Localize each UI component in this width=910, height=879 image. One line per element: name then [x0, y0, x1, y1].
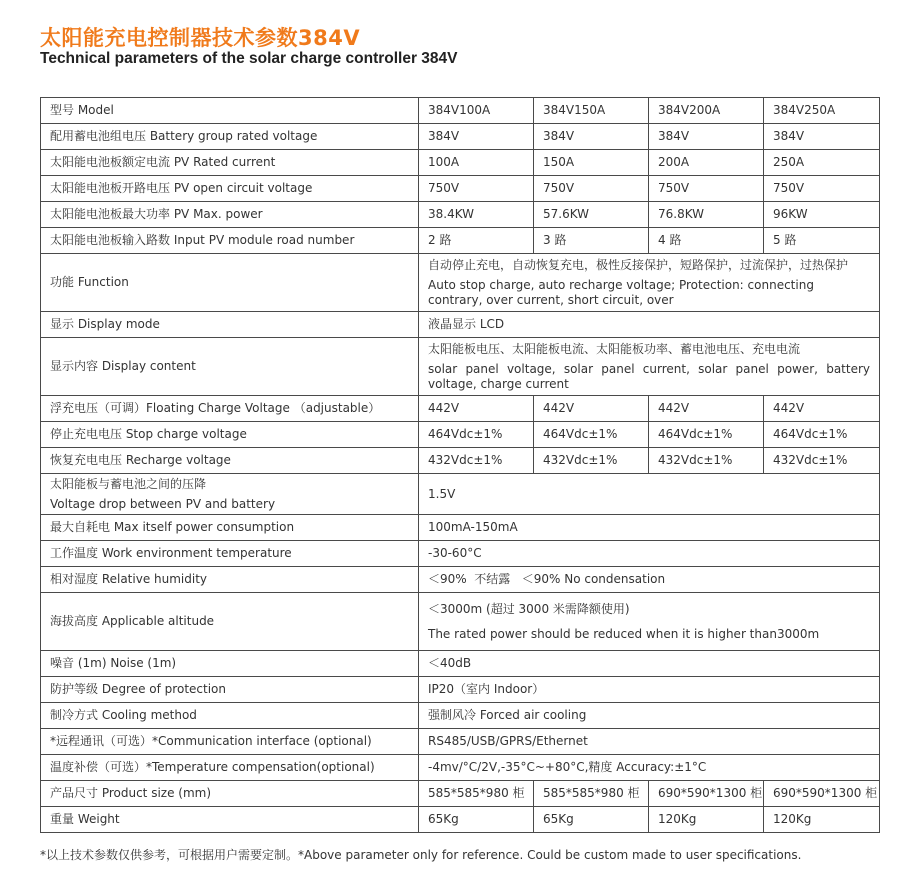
cell: 250A	[764, 150, 880, 176]
table-row	[41, 124, 880, 150]
cell: 384V	[419, 124, 534, 150]
footnote: *以上技术参数仅供参考，可根据用户需要定制。*Above parameter only for reference. Could be custom made to user specifications.	[40, 848, 802, 862]
cell: 120Kg	[649, 807, 764, 833]
table-row	[41, 396, 880, 422]
cell: 464Vdc±1%	[649, 422, 764, 448]
table-row	[41, 677, 880, 703]
row-label: *远程通讯（可选）*Communication interface (optional)	[41, 729, 419, 755]
row-label: 噪音 (1m) Noise (1m)	[41, 651, 419, 677]
cell-zh: 太阳能板电压、太阳能板电流、太阳能板功率、蓄电池电压、充电电流	[428, 341, 801, 356]
row-label: 停止充电电压 Stop charge voltage	[41, 422, 419, 448]
table-row	[41, 254, 880, 312]
cell: 432Vdc±1%	[649, 448, 764, 474]
row-label: 工作温度 Work environment temperature	[41, 541, 419, 567]
cell: 442V	[764, 396, 880, 422]
table-row	[41, 338, 880, 396]
cell: 690*590*1300 柜	[764, 781, 880, 807]
table-row	[41, 807, 880, 833]
cell	[419, 593, 880, 651]
cell: 液晶显示 LCD	[419, 312, 880, 338]
cell: 464Vdc±1%	[419, 422, 534, 448]
page-title-zh: 太阳能充电控制器技术参数384V	[40, 26, 361, 50]
row-label: 功能 Function	[41, 254, 419, 312]
cell: 384V250A	[764, 98, 880, 124]
cell: 442V	[419, 396, 534, 422]
row-label: 最大自耗电 Max itself power consumption	[41, 515, 419, 541]
cell: IP20（室内 Indoor）	[419, 677, 880, 703]
table-row	[41, 515, 880, 541]
cell: 585*585*980 柜	[534, 781, 649, 807]
row-label: 重量 Weight	[41, 807, 419, 833]
cell: 384V150A	[534, 98, 649, 124]
cell: 432Vdc±1%	[419, 448, 534, 474]
table-row	[41, 729, 880, 755]
table-row	[41, 448, 880, 474]
cell: 150A	[534, 150, 649, 176]
table-row	[41, 593, 880, 651]
row-label: 浮充电压（可调）Floating Charge Voltage （adjustable）	[41, 396, 419, 422]
cell: 442V	[534, 396, 649, 422]
row-label: 海拔高度 Applicable altitude	[41, 593, 419, 651]
row-label: 太阳能电池板最大功率 PV Max. power	[41, 202, 419, 228]
cell: 120Kg	[764, 807, 880, 833]
cell: 65Kg	[419, 807, 534, 833]
cell: 100A	[419, 150, 534, 176]
page-title-en: Technical parameters of the solar charge controller 384V	[40, 50, 458, 67]
cell: 3 路	[534, 228, 649, 254]
cell: 384V100A	[419, 98, 534, 124]
table-row	[41, 474, 880, 515]
cell: 96KW	[764, 202, 880, 228]
cell: 750V	[419, 176, 534, 202]
cell: 57.6KW	[534, 202, 649, 228]
row-label: 产品尺寸 Product size (mm)	[41, 781, 419, 807]
table-row	[41, 228, 880, 254]
row-label-zh: 太阳能板与蓄电池之间的压降	[50, 477, 207, 491]
cell: 750V	[534, 176, 649, 202]
table-row	[41, 202, 880, 228]
row-label: 显示 Display mode	[41, 312, 419, 338]
cell: 750V	[649, 176, 764, 202]
row-label: 制冷方式 Cooling method	[41, 703, 419, 729]
cell-zh: ＜3000m (超过 3000 米需降额使用)	[428, 601, 630, 616]
cell: 464Vdc±1%	[534, 422, 649, 448]
cell: 1.5V	[419, 474, 880, 515]
row-label-en: Voltage drop between PV and battery	[50, 497, 276, 511]
cell: 100mA-150mA	[419, 515, 880, 541]
table-row	[41, 567, 880, 593]
cell: 384V	[534, 124, 649, 150]
row-label: 温度补偿（可选）*Temperature compensation(optional)	[41, 755, 419, 781]
table-row	[41, 703, 880, 729]
row-label: 太阳能电池板额定电流 PV Rated current	[41, 150, 419, 176]
table-row	[41, 150, 880, 176]
cell: ＜40dB	[419, 651, 880, 677]
cell: 384V	[649, 124, 764, 150]
cell: RS485/USB/GPRS/Ethernet	[419, 729, 880, 755]
cell: -4mv/°C/2V,-35°C~+80°C,精度 Accuracy:±1°C	[419, 755, 880, 781]
cell-zh: 自动停止充电，自动恢复充电，极性反接保护，短路保护，过流保护，过热保护	[428, 257, 849, 272]
row-label: 太阳能电池板输入路数 Input PV module road number	[41, 228, 419, 254]
row-label: 显示内容 Display content	[41, 338, 419, 396]
table-row	[41, 422, 880, 448]
cell	[419, 254, 880, 312]
cell: 200A	[649, 150, 764, 176]
cell: 690*590*1300 柜	[649, 781, 764, 807]
table-row	[41, 781, 880, 807]
cell: 432Vdc±1%	[764, 448, 880, 474]
cell: -30-60°C	[419, 541, 880, 567]
cell: 585*585*980 柜	[419, 781, 534, 807]
row-label: 相对湿度 Relative humidity	[41, 567, 419, 593]
cell-en: Auto stop charge, auto recharge voltage; Protection: connecting contrary, over current, short circuit, over	[428, 277, 814, 307]
cell: 65Kg	[534, 807, 649, 833]
cell: 464Vdc±1%	[764, 422, 880, 448]
cell	[419, 338, 880, 396]
cell: 384V200A	[649, 98, 764, 124]
row-label: 型号 Model	[41, 98, 419, 124]
table-row	[41, 651, 880, 677]
cell: 5 路	[764, 228, 880, 254]
cell: 384V	[764, 124, 880, 150]
table-row	[41, 312, 880, 338]
table-row	[41, 176, 880, 202]
table-row	[41, 98, 880, 124]
row-label: 太阳能电池板开路电压 PV open circuit voltage	[41, 176, 419, 202]
cell: 38.4KW	[419, 202, 534, 228]
cell: 442V	[649, 396, 764, 422]
cell-en: solar panel voltage, solar panel current, solar panel power, battery voltage, charge current	[428, 361, 870, 391]
cell: 432Vdc±1%	[534, 448, 649, 474]
row-label: 恢复充电电压 Recharge voltage	[41, 448, 419, 474]
row-label: 配用蓄电池组电压 Battery group rated voltage	[41, 124, 419, 150]
cell: 强制风冷 Forced air cooling	[419, 703, 880, 729]
table-row	[41, 541, 880, 567]
cell: 2 路	[419, 228, 534, 254]
cell: ＜90% 不结露 ＜90% No condensation	[419, 567, 880, 593]
row-label: 防护等级 Degree of protection	[41, 677, 419, 703]
table-row	[41, 755, 880, 781]
cell: 4 路	[649, 228, 764, 254]
cell-en: The rated power should be reduced when it is higher than3000m	[428, 626, 820, 641]
cell: 76.8KW	[649, 202, 764, 228]
spec-table	[40, 97, 880, 833]
row-label	[41, 474, 419, 515]
cell: 750V	[764, 176, 880, 202]
